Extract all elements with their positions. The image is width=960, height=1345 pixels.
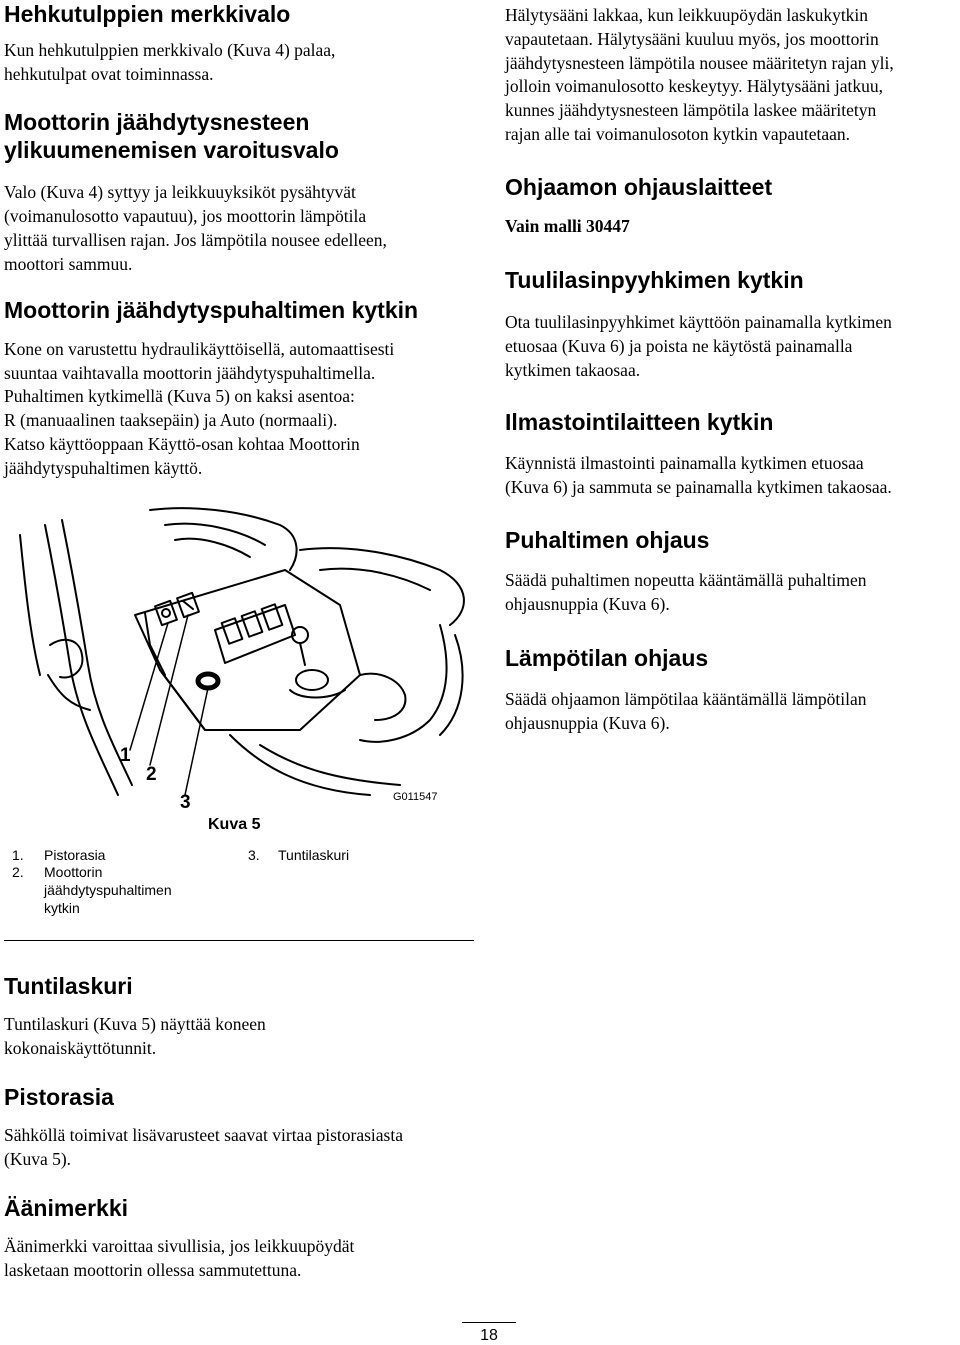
legend-item-2-line3: kytkin: [44, 900, 80, 916]
heading-tuulilasinpyyhkimen-kytkin: Tuulilasinpyyhkimen kytkin: [505, 267, 804, 293]
paragraph-line: R (manuaalinen taaksepäin) ja Auto (normaali).: [4, 410, 338, 430]
paragraph-line: kokonaiskäyttötunnit.: [4, 1038, 157, 1058]
heading-overheat-line1: Moottorin jäähdytysnesteen: [4, 109, 310, 135]
paragraph-line: Kun hehkutulppien merkkivalo (Kuva 4) palaa,: [4, 40, 336, 60]
heading-aanimerkki: Äänimerkki: [4, 1195, 129, 1221]
callout-3: 3: [180, 792, 191, 813]
legend-num-2: 2.: [12, 864, 24, 880]
paragraph-line: jolloin voimanulosotto keskeytyy. Hälytysääni jatkuu,: [505, 76, 883, 96]
figure-code: G011547: [393, 791, 438, 803]
heading-ohjaamon-ohjauslaitteet: Ohjaamon ohjauslaitteet: [505, 174, 773, 200]
paragraph-line: suuntaa vaihtavalla moottorin jäähdytyspuhaltimella.: [4, 363, 376, 383]
console-illustration: [0, 495, 480, 835]
paragraph-line: jäähdytysnesteen lämpötila nousee määritetyn rajan yli,: [505, 53, 894, 73]
section-divider: [4, 940, 474, 941]
paragraph-line: Valo (Kuva 4) syttyy ja leikkuuyksiköt pysähtyvät: [4, 182, 356, 202]
paragraph-line: Ota tuulilasinpyyhkimet käyttöön painamalla kytkimen: [505, 312, 892, 332]
paragraph-line: rajan alle tai voimanulosoton kytkin vapautetaan.: [505, 124, 851, 144]
paragraph-line: (Kuva 6) ja sammuta se painamalla kytkimen takaosaa.: [505, 477, 892, 497]
paragraph-line: Säädä puhaltimen nopeutta kääntämällä puhaltimen: [505, 570, 867, 590]
paragraph-line: vapautetaan. Hälytysääni kuuluu myös, jos moottorin: [505, 29, 879, 49]
paragraph-line: kunnes jäähdytysnesteen lämpötila laskee määritetyn: [505, 100, 877, 120]
paragraph-line: hehkutulpat ovat toiminnassa.: [4, 64, 214, 84]
paragraph-line: ohjausnuppia (Kuva 6).: [505, 594, 670, 614]
paragraph-line: Sähköllä toimivat lisävarusteet saavat virtaa pistorasiasta: [4, 1125, 403, 1145]
legend-item-2-line1: Moottorin: [44, 864, 103, 880]
paragraph-line: Kone on varustettu hydraulikäyttöisellä, automaattisesti: [4, 339, 395, 359]
legend-num-1: 1.: [12, 847, 24, 863]
callout-1: 1: [120, 745, 131, 766]
paragraph-line: Tuntilaskuri (Kuva 5) näyttää koneen: [4, 1014, 266, 1034]
paragraph-line: jäähdytyspuhaltimen käyttö.: [4, 458, 203, 478]
legend-item-1: Pistorasia: [44, 847, 106, 863]
paragraph-line: ylittää turvallisen rajan. Jos lämpötila nousee edelleen,: [4, 230, 387, 250]
paragraph-line: Äänimerkki varoittaa sivullisia, jos leikkuupöydät: [4, 1236, 355, 1256]
legend-item-2-line2: jäähdytyspuhaltimen: [44, 882, 172, 898]
paragraph-line: kytkimen takaosaa.: [505, 360, 641, 380]
heading-tuntilaskuri: Tuntilaskuri: [4, 973, 133, 999]
paragraph-line: lasketaan moottorin ollessa sammutettuna.: [4, 1260, 302, 1280]
heading-lampotilan-ohjaus: Lämpötilan ohjaus: [505, 645, 709, 671]
paragraph-line: etuosaa (Kuva 6) ja poista ne käytöstä painamalla: [505, 336, 853, 356]
paragraph-line: Katso käyttöoppaan Käyttö-osan kohtaa Moottorin: [4, 434, 360, 454]
heading-cooling-fan-switch: Moottorin jäähdytyspuhaltimen kytkin: [4, 297, 419, 323]
figure-title: Kuva 5: [208, 816, 261, 833]
heading-puhaltimen-ohjaus: Puhaltimen ohjaus: [505, 527, 710, 553]
model-note: Vain malli 30447: [505, 216, 630, 236]
heading-pistorasia: Pistorasia: [4, 1084, 114, 1110]
heading-hehkutulppien-merkkivalo: Hehkutulppien merkkivalo: [4, 1, 291, 27]
paragraph-line: Puhaltimen kytkimellä (Kuva 5) on kaksi asentoa:: [4, 386, 355, 406]
paragraph-line: ohjausnuppia (Kuva 6).: [505, 713, 670, 733]
heading-ilmastointilaitteen-kytkin: Ilmastointilaitteen kytkin: [505, 409, 774, 435]
legend-item-3: Tuntilaskuri: [278, 847, 350, 863]
paragraph-line: Käynnistä ilmastointi painamalla kytkimen etuosaa: [505, 453, 864, 473]
heading-overheat-line2: ylikuumenemisen varoitusvalo: [4, 137, 339, 163]
paragraph-line: Säädä ohjaamon lämpötilaa kääntämällä lämpötilan: [505, 689, 867, 709]
paragraph-line: Hälytysääni lakkaa, kun leikkuupöydän laskukytkin: [505, 5, 869, 25]
paragraph-line: (voimanulosotto vapautuu), jos moottorin lämpötila: [4, 206, 367, 226]
page-number: 18: [462, 1322, 516, 1345]
callout-2: 2: [146, 764, 157, 785]
paragraph-line: (Kuva 5).: [4, 1149, 72, 1169]
paragraph-line: moottori sammuu.: [4, 254, 133, 274]
legend-num-3: 3.: [248, 847, 260, 863]
